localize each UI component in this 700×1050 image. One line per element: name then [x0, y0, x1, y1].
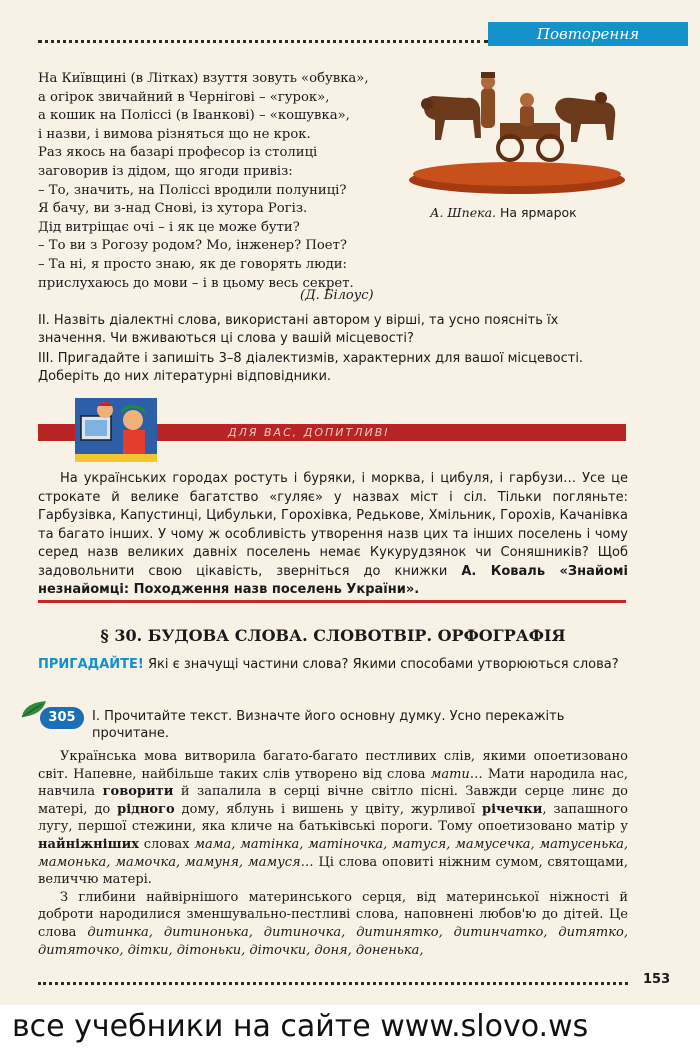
poem-line: – Та ні, я просто знаю, як де говорять люди: [38, 256, 347, 272]
section-title: § 30. БУДОВА СЛОВА. СЛОВОТВІР. ОРФОГРАФІЯ [100, 626, 566, 645]
text-run: Українська мова витворила багато-багато пестливих слів, якими опоетизовано світ. Напевне, найбільше таких слів утворено від слова [38, 749, 628, 782]
poem-line: заговорив із дідом, що ягоди привіз: [38, 163, 293, 179]
exercise-number-badge: 305 [40, 707, 84, 729]
watermark-footer [0, 1005, 700, 1050]
text-run: словах [138, 836, 195, 852]
remember-label: ПРИГАДАЙТЕ! [38, 657, 144, 672]
poem-author: (Д. Білоус) [300, 288, 374, 303]
section-divider [38, 600, 626, 603]
caption-author: А. Шпека. [430, 205, 497, 220]
text-run: річечки [482, 801, 543, 817]
task-3: III. Пригадайте і запишіть 3–8 діалектизмів, характерних для вашої місцевості. Доберіть до них літературні відповідники. [38, 351, 584, 384]
poem-line: а огірок звичайний в Чернігові – «гурок», [38, 89, 330, 105]
children-computer-illustration [75, 398, 157, 462]
text-run: й запалила в серці вічне світло пісні. Завжди серце линє до матері, до [38, 784, 628, 817]
info-body: На українських городах ростуть і буряки, і морква, і цибуля, і гарбузи… Усе це строкате й велике багатство «гуляє» у назвах міст і сіл. Тільки погляньте: Гарбузівка, Капустинці, Цибульки, Горохівка, Редькове, Хмільник, Горохів, Качанівка та багато інших. У чому ж особливість утворення назв цих та інших поселень і чому серед назв великих давніх поселень немає Кукурудзянок чи Соняшників? Щоб задовольнити свою цікавість, зверніться до книжки [38, 471, 628, 579]
poem-line: На Київщині (в Літках) взуття зовуть «обувка», [38, 71, 369, 86]
text-run: мама, матінка, матіночка, матуся, мамусечка, матусенька, мамонька, мамочка, мамуня, мамуся… [38, 836, 629, 870]
poem-line: прислухаюсь до мови – і в цьому весь секрет. [38, 275, 354, 291]
task-2: II. Назвіть діалектні слова, використані автором у вірші, та усно поясніть їх значення. Чи вживаються ці слова у вашій місцевості? [38, 313, 559, 346]
header-dotted-rule [38, 40, 488, 43]
section-tag: Повторення [488, 22, 688, 46]
footer-dotted-rule [38, 982, 628, 985]
paragraph [38, 889, 628, 959]
text-run: дитинка, дитинонька, дитиночка, дитинятко, дитинчатко, дитятко, дитяточко, дітки, дітоньки, діточки, доня, доненька, [38, 924, 628, 958]
text-run: Ці слова оповиті ніжним сумом, святощами, величчю матері. [38, 854, 628, 888]
curious-info-text [38, 470, 628, 600]
poem-line: – То, значить, на Поліссі вродили полуниці? [38, 182, 347, 198]
poem-line: а кошик на Поліссі (в Іванкові) – «кошувка», [38, 108, 350, 124]
text-run: найніжніших [38, 836, 139, 852]
curious-banner-title: ДЛЯ ВАС, ДОПИТЛИВІ [228, 426, 390, 439]
figure-caption [430, 205, 577, 220]
poem-line: Дід витріщає очі – і як це може бути? [38, 219, 300, 235]
paragraph [38, 748, 628, 889]
remember-question: Які є значущі частини слова? Якими способами утворюються слова? [143, 657, 619, 672]
text-run: говорити [102, 784, 174, 800]
poem [38, 70, 408, 293]
remember-block [38, 656, 628, 673]
text-run: З глибини найвірнішого материнського серця, від материнської ніжності й доброти народилися зменшувально-пестливі слова, наповнені любов'ю до дітей. Це слова [38, 889, 628, 940]
text-run: … Мати народила нас, навчила [38, 766, 628, 800]
poem-line: і назви, і вимова різняться що не крок. [38, 126, 311, 142]
text-run: дому, яблунь і вишень у цвіту, журливої [174, 801, 483, 817]
poem-line: – То ви з Рогозу родом? Мо, інженер? Поет? [38, 238, 347, 254]
exercise-text [38, 748, 628, 959]
poem-line: Раз якось на базарі професор із столиці [38, 145, 318, 161]
page-number: 153 [643, 972, 671, 987]
text-run: , запашного лугу, першої стежини, яка кличе на батьківські пороги. Тому опоетизовано матір у [38, 801, 628, 835]
caption-title: На ярмарок [500, 205, 577, 220]
poem-line: Я бачу, ви з-над Снові, із хутора Рогіз. [38, 201, 308, 217]
book-reference: А. Коваль «Знайомі незнайомці: Походження назв поселень України». [38, 563, 628, 597]
text-run: рідного [117, 801, 175, 817]
text-run: мати [430, 766, 470, 782]
wood-carving-figure [405, 68, 630, 198]
exercise-instruction: I. Прочитайте текст. Визначте його основну думку. Усно перекажіть прочитане. [92, 709, 565, 741]
footer-text: все учебники на сайте www.slovo.ws [12, 1009, 589, 1044]
